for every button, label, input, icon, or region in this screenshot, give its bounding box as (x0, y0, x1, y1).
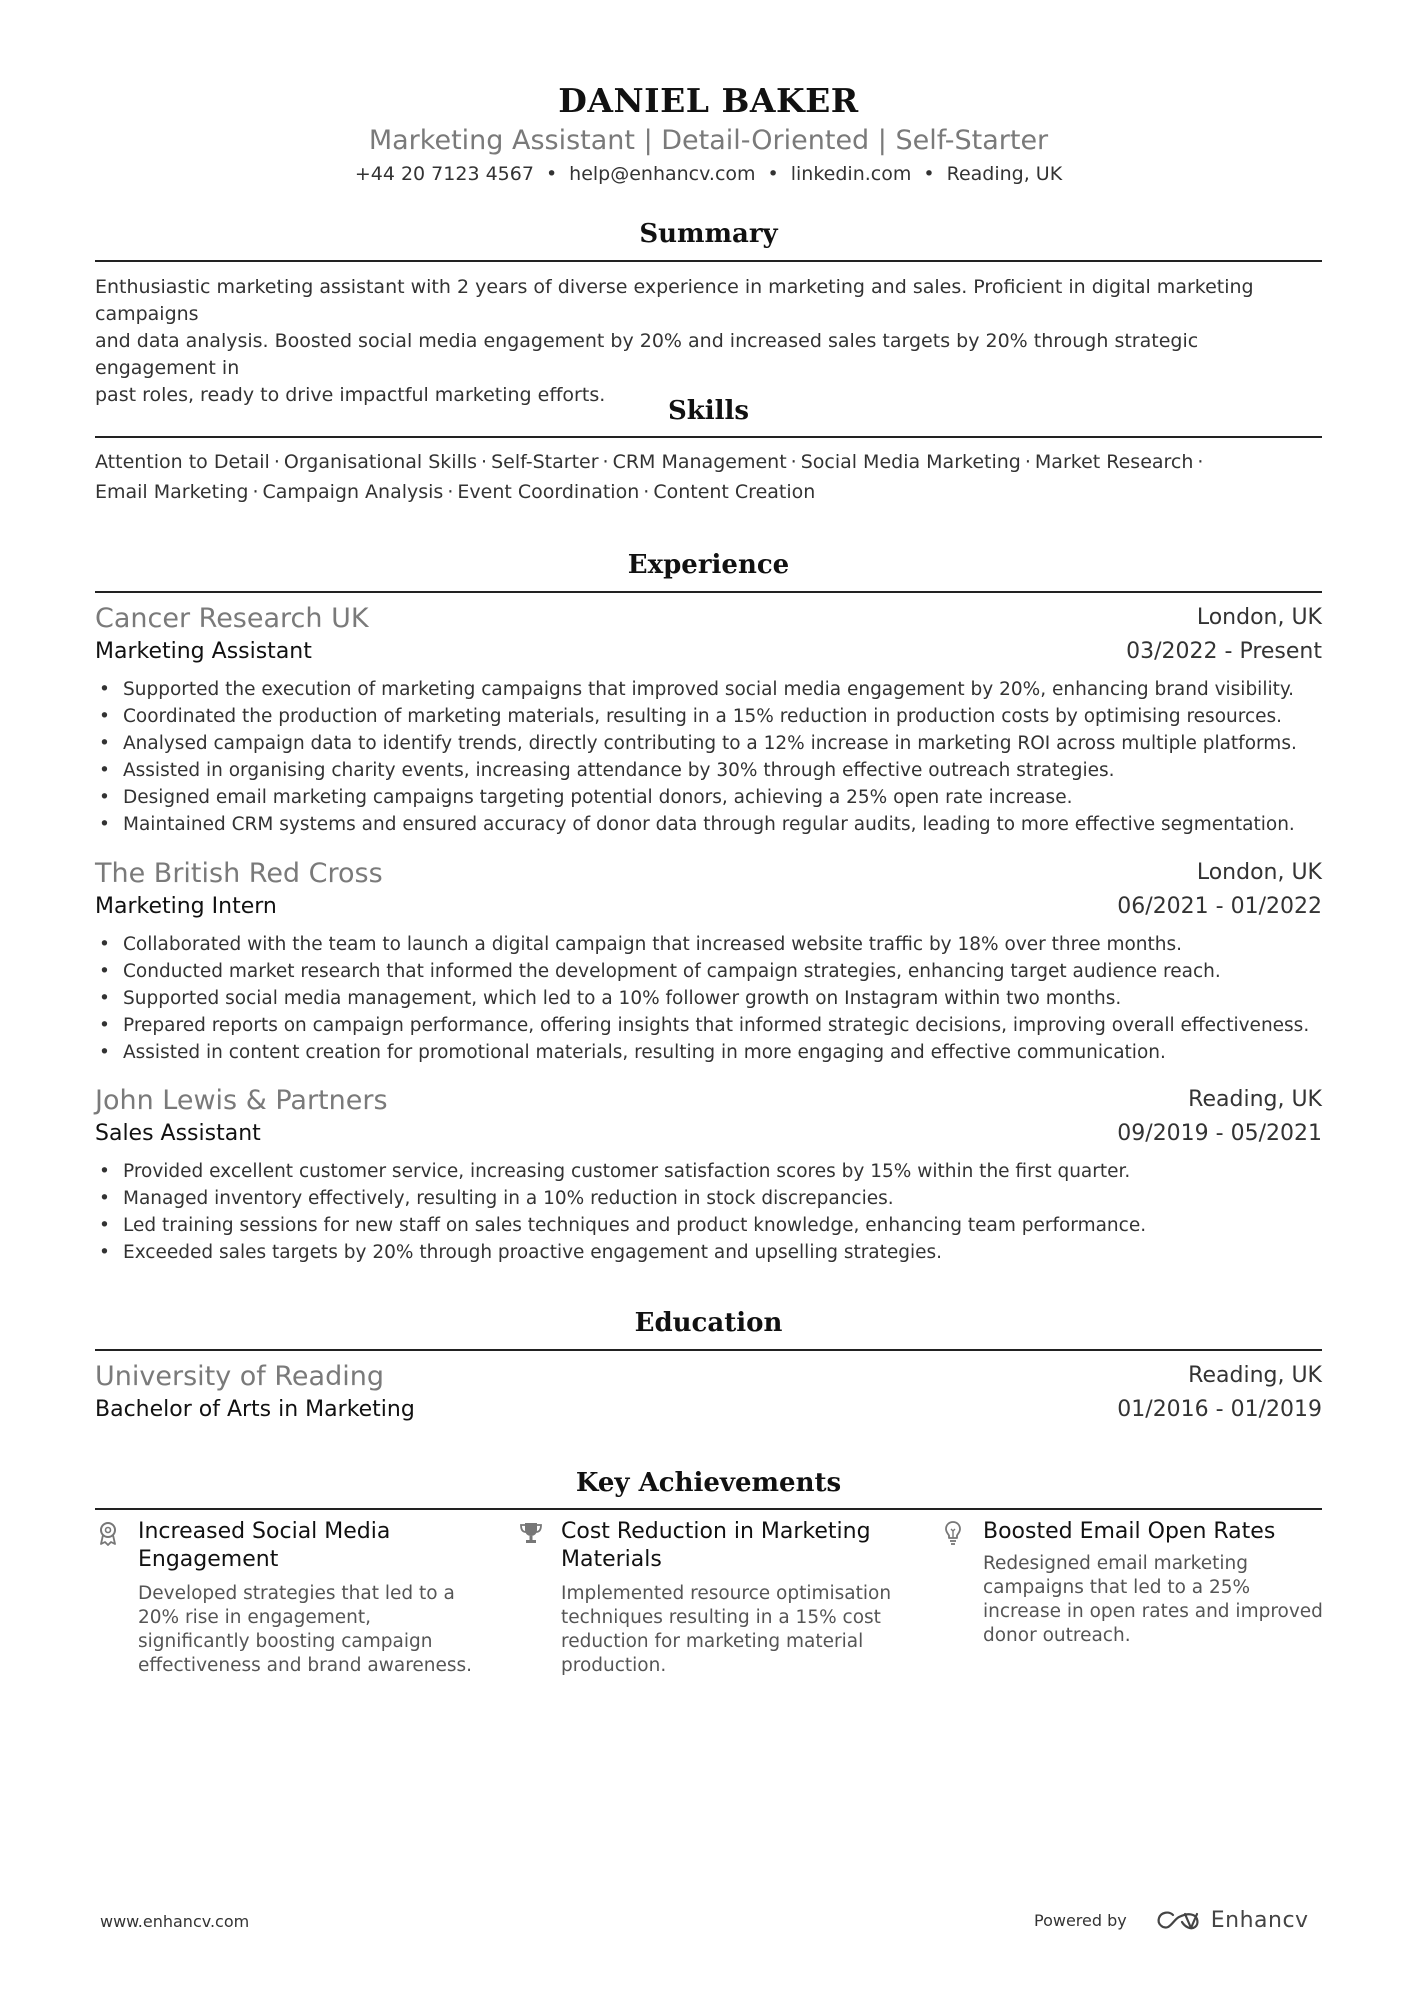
achievement-title: Boosted Email Open Rates (983, 1519, 1276, 1544)
trophy-icon (518, 1520, 544, 1546)
footer-website-link[interactable]: www.enhancv.com (100, 1912, 250, 1931)
summary-divider (95, 260, 1322, 262)
achievements-heading: Key Achievements (575, 1468, 842, 1498)
education-divider (95, 1349, 1322, 1351)
degree-name: Bachelor of Arts in Marketing (95, 1397, 415, 1422)
skill-item: Campaign Analysis (262, 481, 444, 503)
skill-item: Self-Starter (491, 451, 599, 473)
job-bullets (95, 676, 1322, 838)
bullet-item: • Designed email marketing campaigns targeting potential donors, achieving a 25% open rate increase. (95, 784, 1322, 811)
job-title: Marketing Intern (95, 894, 277, 919)
bullet-item: • Conducted market research that informed the development of campaign strategies, enhancing target audience reach. (95, 958, 1322, 985)
bullet-item: • Managed inventory effectively, resulting in a 10% reduction in stock discrepancies. (95, 1185, 1322, 1212)
lightbulb-icon (940, 1520, 966, 1546)
company-name: The British Red Cross (95, 858, 383, 889)
bullet-item: • Collaborated with the team to launch a digital campaign that increased website traffic by 18% over three months. (95, 931, 1322, 958)
contact-separator: • (767, 163, 779, 185)
summary-line: Enthusiastic marketing assistant with 2 years of diverse experience in marketing and sales. Proficient in digital marketing campaigns (95, 276, 1254, 325)
bullet-item: • Exceeded sales targets by 20% through proactive engagement and upselling strategies. (95, 1239, 1322, 1266)
enhancv-logo[interactable] (1155, 1908, 1309, 1933)
experience-divider (95, 591, 1322, 593)
bullet-item: • Assisted in organising charity events, increasing attendance by 30% through effective outreach strategies. (95, 757, 1322, 784)
skill-item: CRM Management (612, 451, 787, 473)
bullet-item: • Prepared reports on campaign performance, offering insights that informed strategic decisions, improving overall effectiveness. (95, 1012, 1322, 1039)
summary-line: past roles, ready to drive impactful marketing efforts. (95, 384, 606, 406)
summary-heading: Summary (639, 219, 778, 249)
job-dates: 03/2022 - Present (1126, 639, 1322, 664)
job-dates: 06/2021 - 01/2022 (1117, 894, 1322, 919)
company-name: Cancer Research UK (95, 603, 369, 634)
powered-by-label: Powered by (1034, 1911, 1127, 1930)
bullet-item: • Analysed campaign data to identify trends, directly contributing to a 12% increase in marketing ROI across multiple platforms. (95, 730, 1322, 757)
education-dates: 01/2016 - 01/2019 (1117, 1397, 1322, 1422)
achievements-divider (95, 1508, 1322, 1510)
bullet-item: • Assisted in content creation for promotional materials, resulting in more engaging and effective communication. (95, 1039, 1322, 1066)
job-dates: 09/2019 - 05/2021 (1117, 1121, 1322, 1146)
phone-number: +44 20 7123 4567 (354, 163, 534, 185)
job-bullets (95, 1158, 1322, 1266)
skills-heading: Skills (667, 396, 750, 426)
job-title: Marketing Assistant (95, 639, 312, 664)
skill-item: Market Research (1034, 451, 1194, 473)
skills-list: Attention to Detail · Organisational Skills · Self-Starter · CRM Management · Social Media Marketing · Market Research · Email Marketing · Campaign Analysis · Event Coordination · Content Creation (95, 451, 1204, 503)
job-location: Reading, UK (1188, 1087, 1322, 1112)
achievement-title: Cost Reduction in Marketing Materials (561, 1519, 871, 1572)
linkedin-link: linkedin.com (790, 163, 912, 185)
experience-heading: Experience (627, 550, 790, 580)
achievement-description: Redesigned email marketing campaigns that led to a 25% increase in open rates and improved donor outreach. (983, 1553, 1323, 1646)
education-heading: Education (634, 1308, 783, 1338)
bullet-item: • Led training sessions for new staff on sales techniques and product knowledge, enhancing team performance. (95, 1212, 1322, 1239)
skills-divider (95, 436, 1322, 438)
bullet-item: • Maintained CRM systems and ensured accuracy of donor data through regular audits, leading to more effective segmentation. (95, 811, 1322, 838)
candidate-headline: Marketing Assistant | Detail-Oriented | Self-Starter (368, 125, 1049, 156)
school-name: University of Reading (95, 1361, 384, 1392)
bullet-item: • Provided excellent customer service, increasing customer satisfaction scores by 15% within the first quarter. (95, 1158, 1322, 1185)
skill-item: Social Media Marketing (800, 451, 1021, 473)
contact-location: Reading, UK (946, 163, 1063, 185)
contact-separator: • (545, 163, 558, 185)
job-bullets (95, 931, 1322, 1066)
skill-item: Attention to Detail (95, 451, 270, 473)
enhancv-brand-name: Enhancv (1210, 1908, 1309, 1933)
job-location: London, UK (1196, 605, 1322, 630)
school-location: Reading, UK (1188, 1363, 1322, 1388)
skill-item: Event Coordination (457, 481, 640, 503)
email-address: help@enhancv.com (569, 163, 756, 185)
skill-item: Content Creation (653, 481, 816, 503)
summary-text (95, 274, 1322, 409)
summary-line: and data analysis. Boosted social media engagement by 20% and increased sales targets by 20% through strategic engagement in (95, 330, 1199, 379)
skill-item: Organisational Skills (283, 451, 478, 473)
footer-branding (1034, 1908, 1309, 1933)
contact-info (95, 163, 1322, 186)
contact-separator: • (923, 163, 935, 185)
enhancv-logo-icon (1155, 1909, 1203, 1933)
skill-item: Email Marketing (95, 481, 249, 503)
bullet-item: • Supported the execution of marketing campaigns that improved social media engagement by 20%, enhancing brand visibility. (95, 676, 1322, 703)
company-name: John Lewis & Partners (95, 1085, 388, 1116)
achievement-description: Developed strategies that led to a 20% rise in engagement, significantly boosting campaign effectiveness and brand awareness. (138, 1583, 473, 1676)
job-title: Sales Assistant (95, 1121, 261, 1146)
achievement-title: Increased Social Media Engagement (138, 1519, 391, 1572)
job-location: London, UK (1196, 860, 1322, 885)
bullet-item: • Supported social media management, which led to a 10% follower growth on Instagram within two months. (95, 985, 1322, 1012)
achievement-description: Implemented resource optimisation techniques resulting in a 15% cost reduction for marketing material production. (561, 1583, 892, 1676)
bullet-item: • Coordinated the production of marketing materials, resulting in a 15% reduction in production costs by optimising resources. (95, 703, 1322, 730)
award-icon (95, 1520, 121, 1546)
candidate-name: DANIEL BAKER (558, 81, 859, 120)
